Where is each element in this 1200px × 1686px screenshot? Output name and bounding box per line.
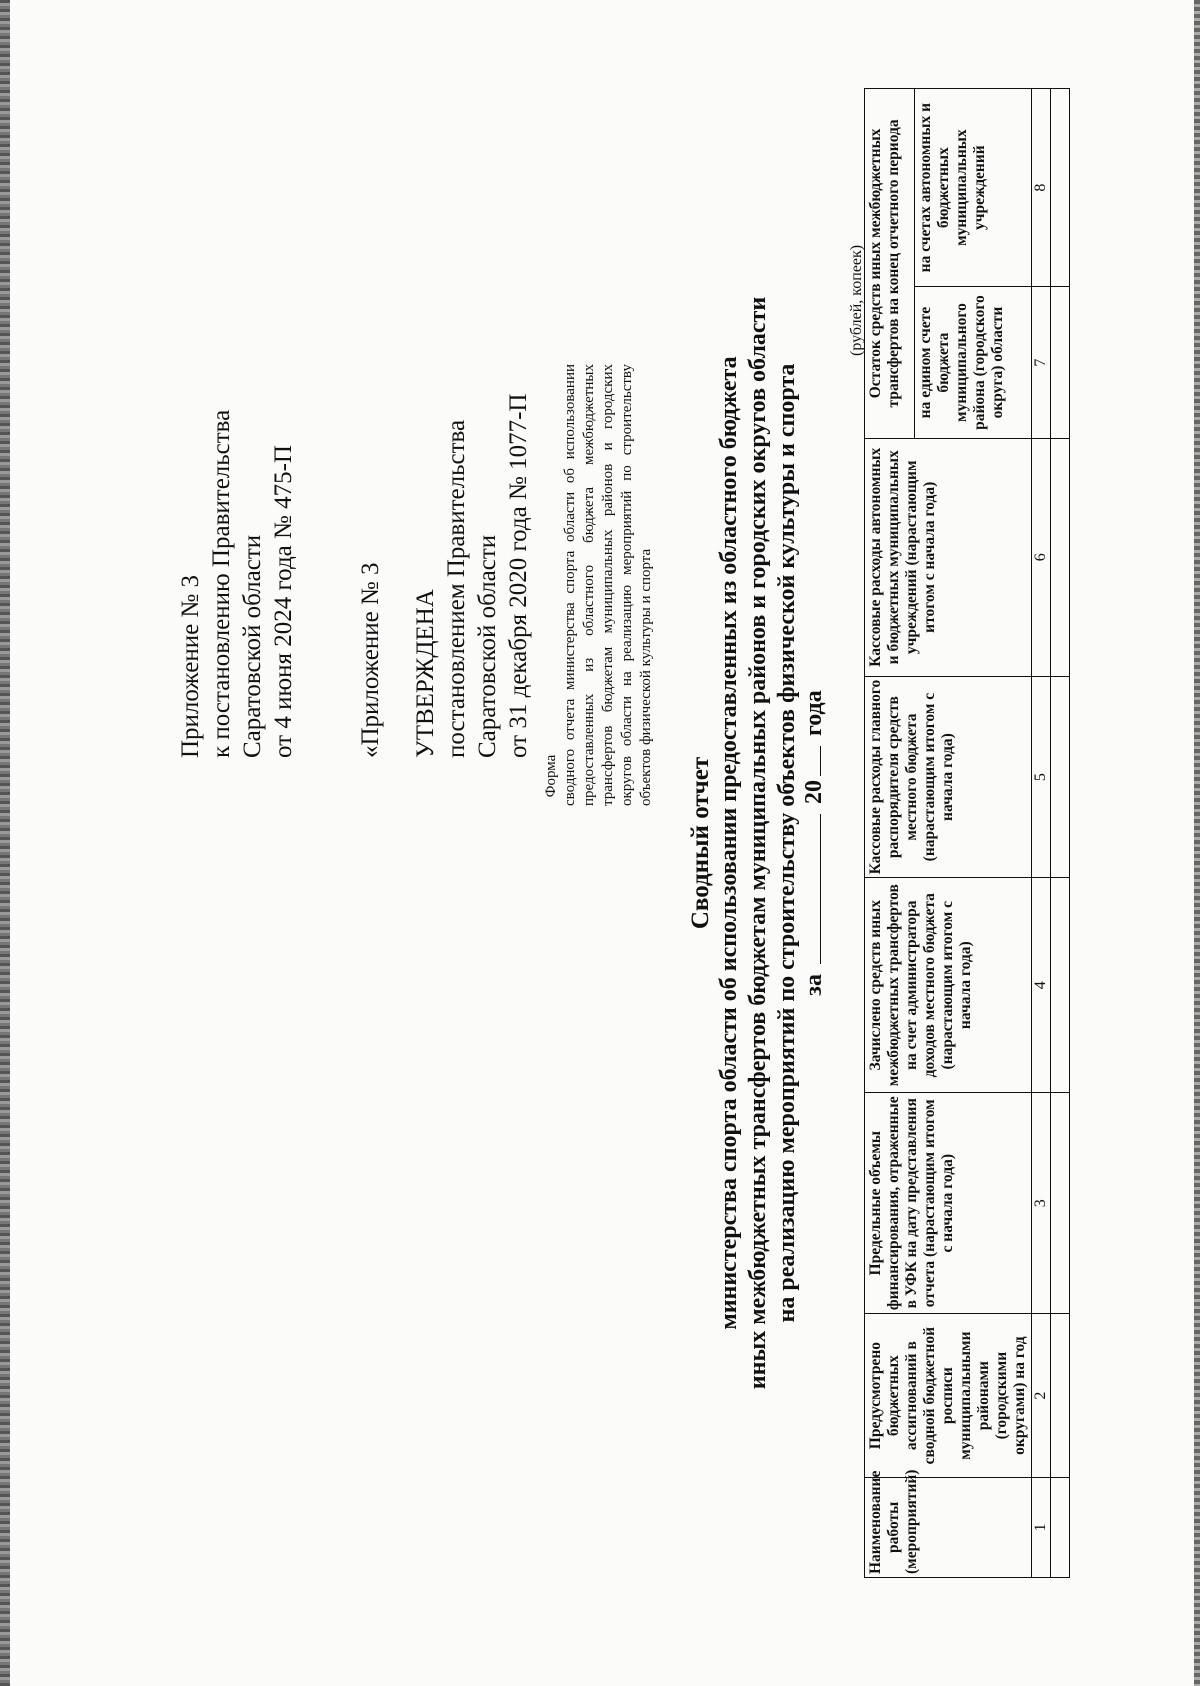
rotated-page [10, 0, 1194, 1686]
table-cell [1051, 1092, 1070, 1314]
annex-block [175, 198, 299, 758]
period-suffix: года [801, 690, 827, 737]
approved-line: «Приложение № 3 [357, 562, 384, 758]
period-blank [820, 814, 821, 964]
table-cell [1051, 438, 1070, 676]
annex-line: Приложение № 3 [177, 574, 204, 758]
column-number: 5 [1032, 676, 1051, 878]
table-cell [1051, 1477, 1070, 1577]
report-title-line: министерства спорта области об использовании предоставленных из областного бюджета [716, 356, 742, 1330]
table-cell [1051, 89, 1070, 287]
table-header-row [865, 89, 915, 1578]
column-number: 8 [1032, 89, 1051, 287]
approved-line: УТВЕРЖДЕНА [412, 589, 439, 758]
header-cell: на счетах автономных и бюджетных муниципальных учреждений [915, 89, 1032, 287]
table-cell [1051, 1314, 1070, 1477]
approved-line: от 31 декабря 2020 года № 1077-П [505, 393, 532, 758]
report-period [801, 0, 828, 1686]
annex-line: от 4 июня 2024 года № 475-П [270, 445, 297, 758]
report-table [864, 88, 1070, 1578]
approved-line: Саратовской области [474, 534, 501, 758]
column-number: 6 [1032, 438, 1051, 676]
table-cell [1051, 878, 1070, 1093]
column-number: 4 [1032, 878, 1051, 1093]
column-number: 2 [1032, 1314, 1051, 1477]
column-number: 1 [1032, 1477, 1051, 1577]
report-title-line: иных межбюджетных трансфертов бюджетам муниципальных районов и городских округов области [745, 296, 771, 1390]
approved-block [355, 198, 534, 758]
header-cell: Предусмотрено бюджетных ассигнований в сводной бюджетной росписи муниципальными районами (городскими округами) на год [865, 1314, 1032, 1477]
report-title [686, 0, 802, 1686]
header-cell: Наименование работы (мероприятий) [865, 1477, 1032, 1577]
document-sheet [10, 0, 1194, 1686]
units-label: (рублей, копеек) [848, 244, 865, 356]
column-number: 7 [1032, 287, 1051, 439]
header-cell: Зачислено средств иных межбюджетных трансфертов на счет администратора доходов местного бюджета (нарастающим итогом с начала года) [865, 878, 1032, 1093]
period-year-blank [820, 746, 821, 776]
annex-line: к постановлению Правительства [208, 409, 235, 758]
column-number: 3 [1032, 1092, 1051, 1314]
approved-line: постановлением Правительства [443, 419, 470, 758]
header-cell: на едином счете бюджета муниципального района (городского округа) области [915, 287, 1032, 439]
form-label: Форма [543, 754, 559, 798]
header-cell: Предельные объемы финансирования, отраженные в УФК на дату представления отчета (нарастающим итогом с начала года) [865, 1092, 1032, 1314]
annex-line: Саратовской области [239, 534, 266, 758]
period-year: 20 [801, 780, 827, 805]
period-prefix: за [801, 974, 827, 996]
header-cell-group: Остаток средств иных межбюджетных трансфертов на конец отчетного периода [865, 89, 915, 439]
table-cell [1051, 676, 1070, 878]
form-description: сводного отчета министерства спорта области об использовании предоставленных из областного бюджета межбюджетных трансфертов бюджетам муниципальных районов и городских округов области на реализацию мероприятий по строительству объектов физической культуры и спорта [562, 364, 654, 806]
header-cell: Кассовые расходы главного распорядителя средств местного бюджета (нарастающим итогом с начала года) [865, 676, 1032, 878]
table-cell [1051, 287, 1070, 439]
report-title-line: на реализацию мероприятий по строительству объектов физической культуры и спорта [774, 363, 800, 1323]
scan-edge-left [0, 0, 10, 1686]
report-title-main: Сводный отчет [687, 756, 714, 930]
table-row [1051, 89, 1070, 1578]
scan-edge-right [1194, 0, 1200, 1686]
table-number-row [1032, 89, 1051, 1578]
header-cell: Кассовые расходы автономных и бюджетных муниципальных учреждений (нарастающим итогом с начала года) [865, 438, 1032, 676]
